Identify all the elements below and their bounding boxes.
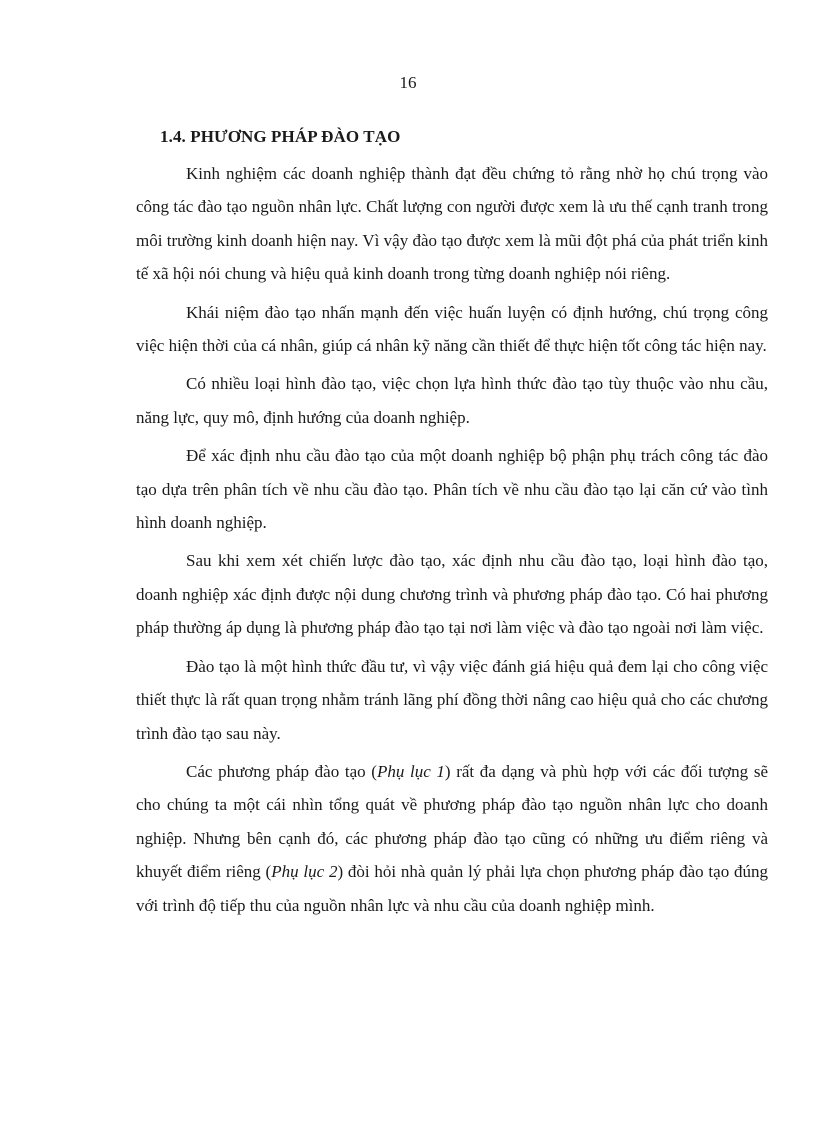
- paragraph-text: Kinh nghiệm các doanh nghiệp thành đạt đều chứng tỏ rằng nhờ họ chú trọng vào công tác đào tạo nguồn nhân lực. Chất lượng con người được xem là ưu thế cạnh tranh trong môi trường kinh doanh hiện nay. Vì vậy đào tạo được xem là mũi đột phá của phát triển kinh tế xã hội nói chung và hiệu quả kinh doanh trong từng doanh nghiệp nói riêng.: [136, 164, 768, 284]
- page-number: 16: [399, 73, 417, 92]
- paragraph-text: ) rất đa dạng và phù hợp với các đối tượng sẽ cho chúng ta một cái nhìn tổng quát về phương pháp đào tạo nguồn nhân lực cho doanh nghiệp. Nhưng bên cạnh đó, các phương pháp đào tạo cũng có những ưu điểm riêng và khuyết điểm riêng (: [136, 761, 768, 882]
- paragraph-4: [136, 439, 768, 539]
- paragraph-2: [136, 296, 768, 363]
- paragraph-7: [136, 755, 768, 922]
- paragraph-3: [136, 367, 768, 434]
- paragraph-1: [136, 157, 768, 291]
- appendix-reference-2: Phụ lục 2: [271, 862, 338, 882]
- paragraph-text: Khái niệm đào tạo nhấn mạnh đến việc huấn luyện có định hướng, chú trọng công việc hiện thời của cá nhân, giúp cá nhân kỹ năng cần thiết để thực hiện tốt công tác hiện nay.: [136, 302, 768, 356]
- paragraph-text: Có nhiều loại hình đào tạo, việc chọn lựa hình thức đào tạo tùy thuộc vào nhu cầu, năng lực, quy mô, định hướng của doanh nghiệp.: [136, 374, 768, 427]
- paragraph-5: [136, 544, 768, 644]
- paragraph-text: Để xác định nhu cầu đào tạo của một doanh nghiệp bộ phận phụ trách công tác đào tạo dựa trên phân tích về nhu cầu đào tạo. Phân tích về nhu cầu đào tạo lại căn cứ vào tình hình doanh nghiệp.: [136, 446, 768, 533]
- paragraph-6: [136, 650, 768, 750]
- paragraph-text: ) đòi hỏi nhà quản lý phải lựa chọn phương pháp đào tạo đúng với trình độ tiếp thu của nguồn nhân lực và nhu cầu của doanh nghiệp mình.: [136, 862, 768, 915]
- appendix-reference-1: Phụ lục 1: [376, 761, 445, 781]
- paragraph-text: Các phương pháp đào tạo (: [186, 761, 377, 781]
- paragraph-text: Sau khi xem xét chiến lược đào tạo, xác định nhu cầu đào tạo, loại hình đào tạo, doanh nghiệp xác định được nội dung chương trình và phương pháp đào tạo. Có hai phương pháp thường áp dụng là phương pháp đào tạo tại nơi làm việc và đào tạo ngoài nơi làm việc.: [136, 551, 768, 638]
- body-text: [136, 157, 768, 922]
- paragraph-text: Đào tạo là một hình thức đầu tư, vì vậy việc đánh giá hiệu quả đem lại cho công việc thiết thực là rất quan trọng nhằm tránh lãng phí đồng thời nâng cao hiệu quả cho các chương trình đào tạo sau này.: [136, 656, 768, 743]
- section-heading: 1.4. PHƯƠNG PHÁP ĐÀO TẠO: [160, 127, 401, 146]
